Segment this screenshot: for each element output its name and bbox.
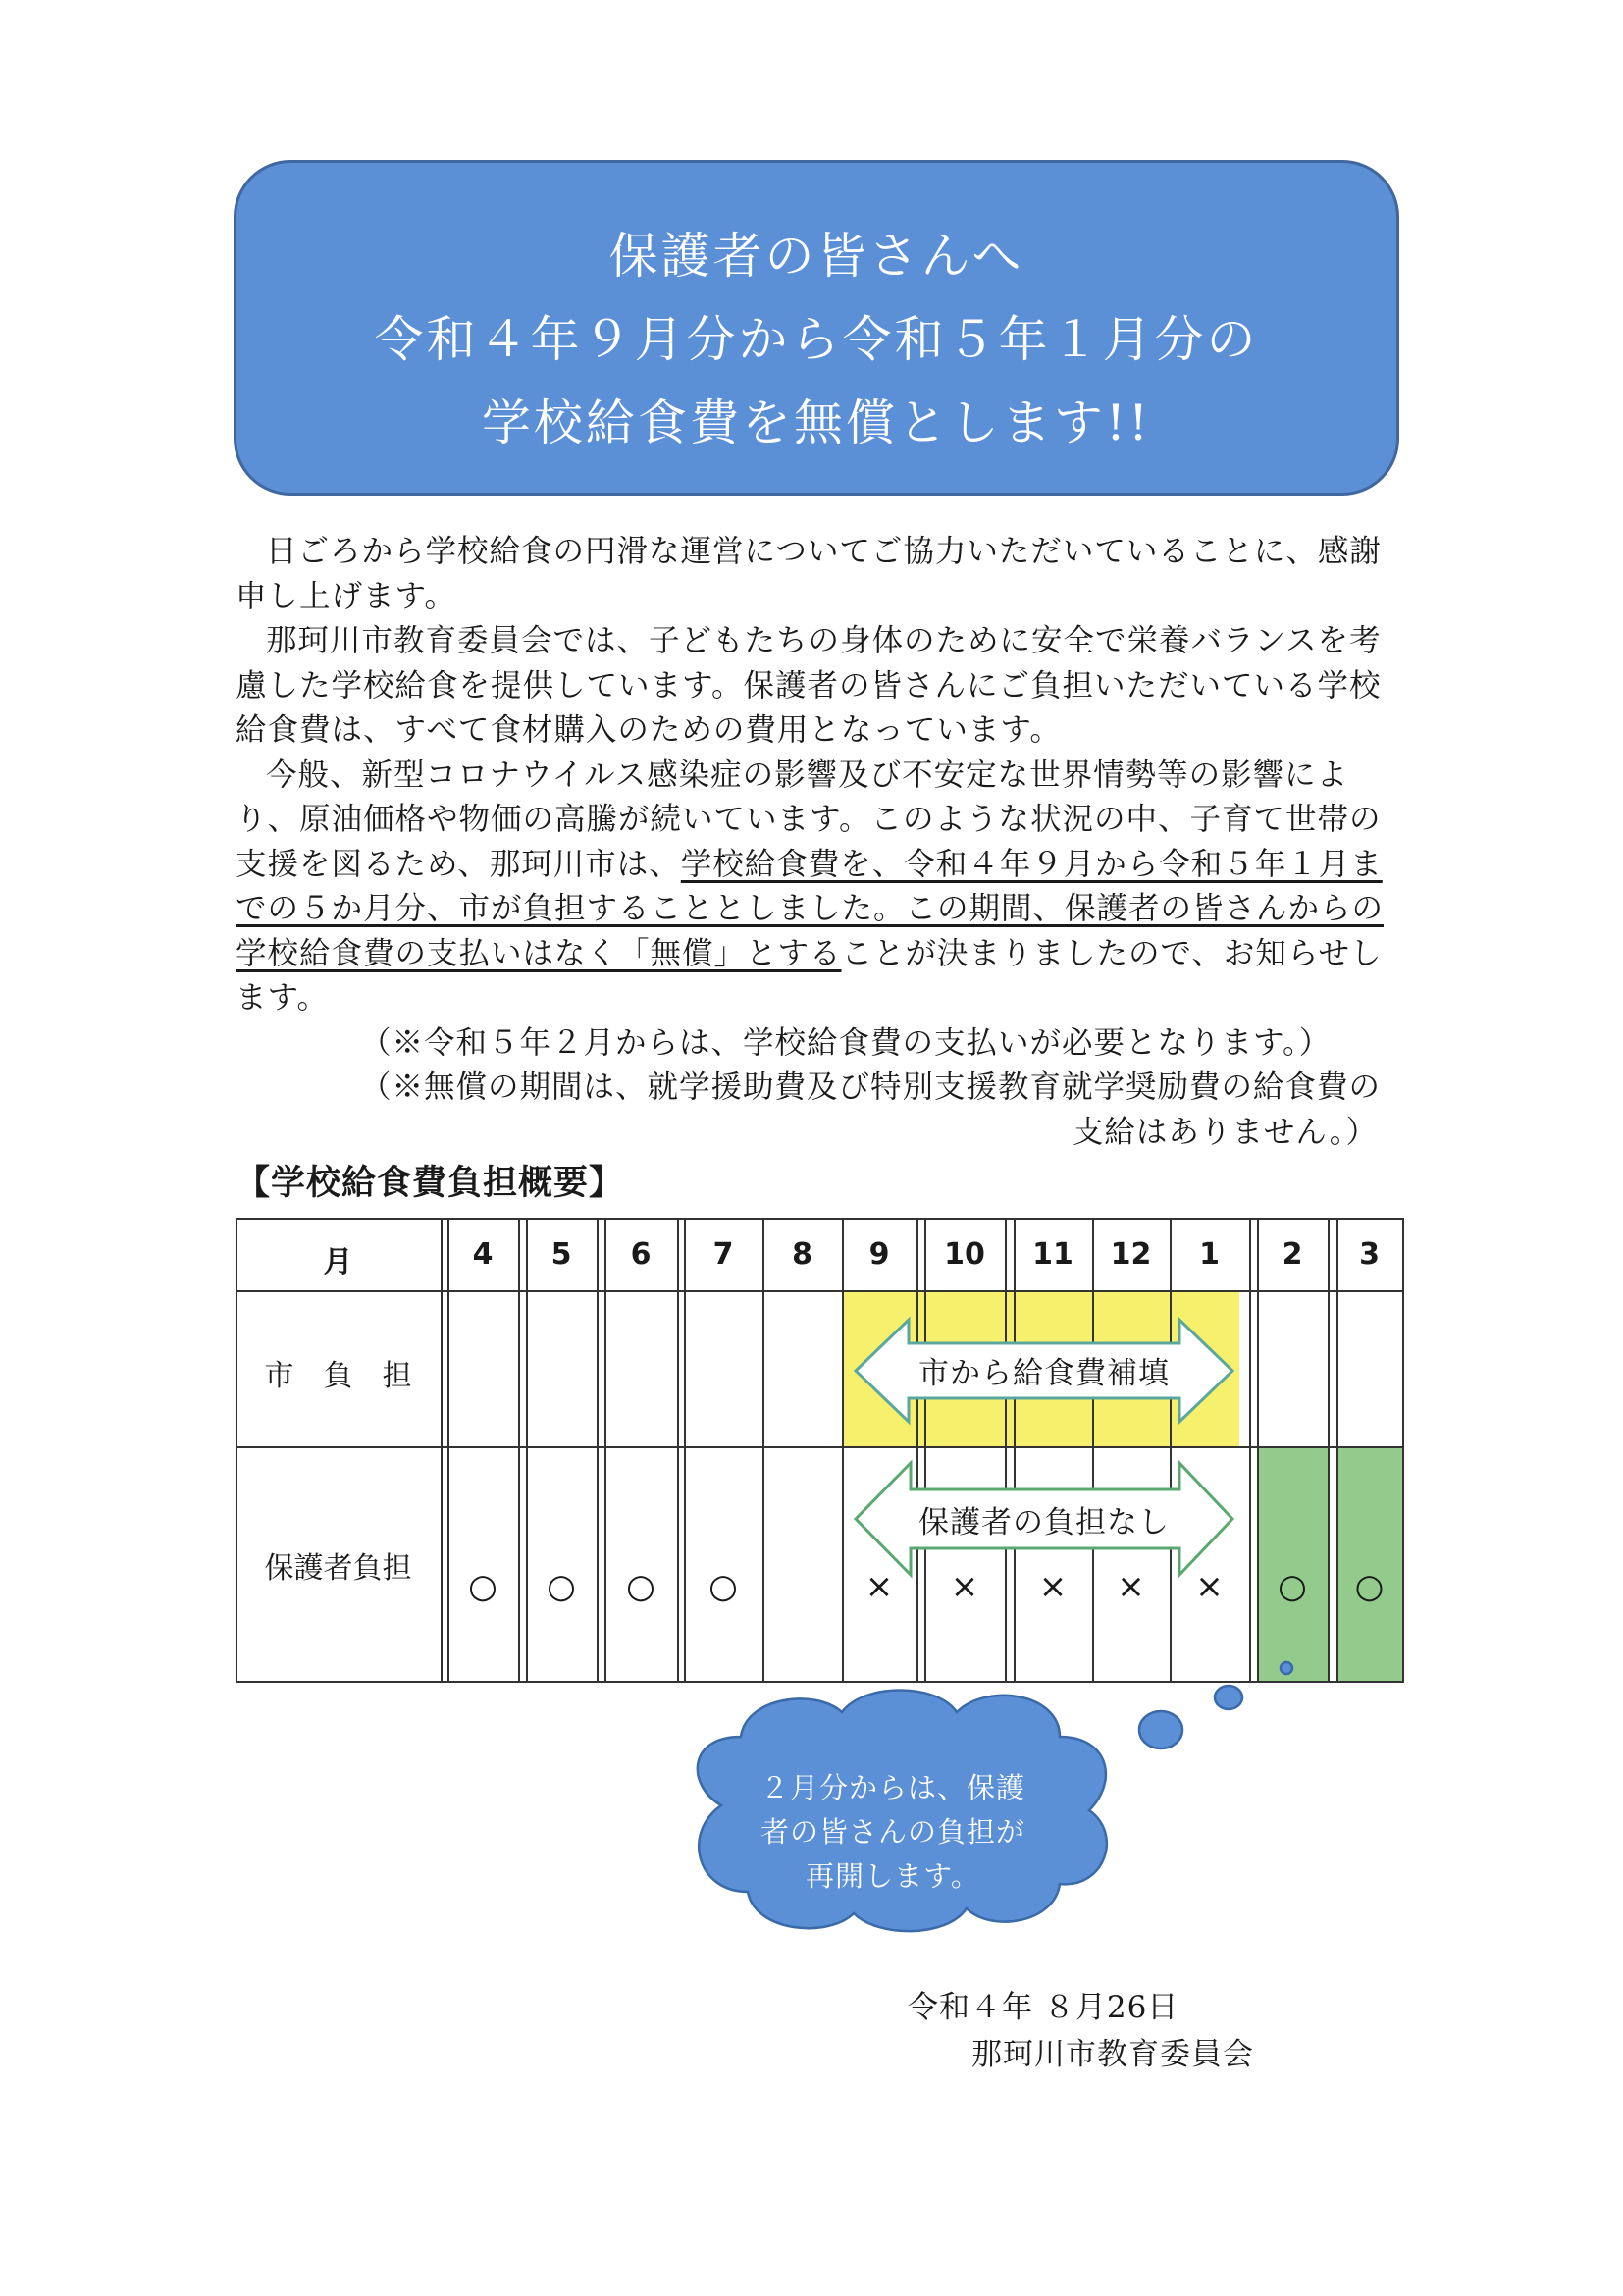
issuer-name: 那珂川市教育委員会 bbox=[971, 2037, 1254, 2072]
announcement-intro: 今般、新型コロナウイルス感染症の影響及び不安定な世界情勢等の影響により、原油価格や物価の高騰が続いています。このような状況の中、子育て世帯の支援を図るため、那珂川市は、 bbox=[236, 757, 1382, 882]
month-6: 6 bbox=[630, 1237, 652, 1272]
note-february: （※令和５年２月からは、学校給食費の支払いが必要となります。） bbox=[360, 1024, 1332, 1061]
banner-line-3: 学校給食費を無償とします!! bbox=[481, 394, 1152, 451]
month-9: 9 bbox=[868, 1237, 890, 1272]
callout-text bbox=[726, 1766, 1060, 1899]
parent-mark-9: × bbox=[864, 1567, 894, 1606]
month-12: 12 bbox=[1110, 1237, 1152, 1272]
parent-mark-6: ○ bbox=[626, 1567, 655, 1606]
note-exclusion-cont: 支給はありません。） bbox=[1072, 1114, 1378, 1150]
month-10: 10 bbox=[944, 1237, 985, 1272]
paragraph-program: 那珂川市教育委員会では、子どもたちの身体のために安全で栄養バランスを考慮した学校給食を提供しています。保護者の皆さんにご負担いただいている学校給食費は、すべて食材購入のための費用となっています。 bbox=[236, 623, 1382, 748]
month-2: 2 bbox=[1282, 1237, 1303, 1272]
month-3: 3 bbox=[1359, 1237, 1380, 1272]
banner-line-2: 令和４年９月分から令和５年１月分の bbox=[374, 311, 1259, 368]
callout-line-3: 再開します。 bbox=[806, 1859, 980, 1893]
announcement-closing: ことが決まりましたので、お知らせします。 bbox=[236, 935, 1383, 1016]
month-5: 5 bbox=[550, 1237, 572, 1272]
month-8: 8 bbox=[792, 1237, 812, 1272]
row-city-burden-label: 市 負 担 bbox=[264, 1359, 412, 1393]
callout-line-1: ２月分からは、保護 bbox=[759, 1771, 1025, 1804]
parent-mark-2: ○ bbox=[1278, 1567, 1307, 1606]
month-4: 4 bbox=[472, 1237, 494, 1272]
parent-mark-10: × bbox=[950, 1567, 979, 1606]
month-1: 1 bbox=[1199, 1237, 1220, 1272]
month-11: 11 bbox=[1032, 1237, 1073, 1272]
parent-mark-7: ○ bbox=[708, 1567, 738, 1606]
note-exclusion: （※無償の期間は、就学援助費及び特別支援教育就学奨励費の給食費の bbox=[360, 1070, 1382, 1105]
header-month-label: 月 bbox=[323, 1245, 353, 1279]
parent-mark-11: × bbox=[1038, 1567, 1068, 1606]
no-parent-burden-label: 保護者の負担なし bbox=[918, 1505, 1170, 1540]
month-7: 7 bbox=[712, 1237, 734, 1272]
city-subsidy-label: 市から給食費補填 bbox=[918, 1356, 1170, 1391]
parent-mark-5: ○ bbox=[547, 1567, 576, 1606]
callout-line-2: 者の皆さんの負担が bbox=[759, 1815, 1025, 1849]
parent-mark-3: ○ bbox=[1354, 1567, 1385, 1606]
issue-date: 令和４年 ８月26日 bbox=[908, 1990, 1179, 2025]
banner-line-1: 保護者の皆さんへ bbox=[608, 228, 1024, 285]
row-parent-burden-label: 保護者負担 bbox=[264, 1551, 412, 1586]
paragraph-greeting: 日ごろから学校給食の円滑な運営についてご協力いただいていることに、感謝申し上げます。 bbox=[236, 534, 1382, 614]
section-title: 【学校給食費負担概要】 bbox=[236, 1163, 625, 1203]
parent-mark-4: ○ bbox=[468, 1567, 497, 1606]
parent-mark-12: × bbox=[1117, 1567, 1145, 1606]
parent-mark-1: × bbox=[1195, 1567, 1224, 1606]
announcement-underlined: 学校給食費を、令和４年９月から令和５年１月までの５か月分、市が負担することとしました。この期間、保護者の皆さんからの学校給食費の支払いはなく「無償」とする bbox=[236, 846, 1385, 971]
